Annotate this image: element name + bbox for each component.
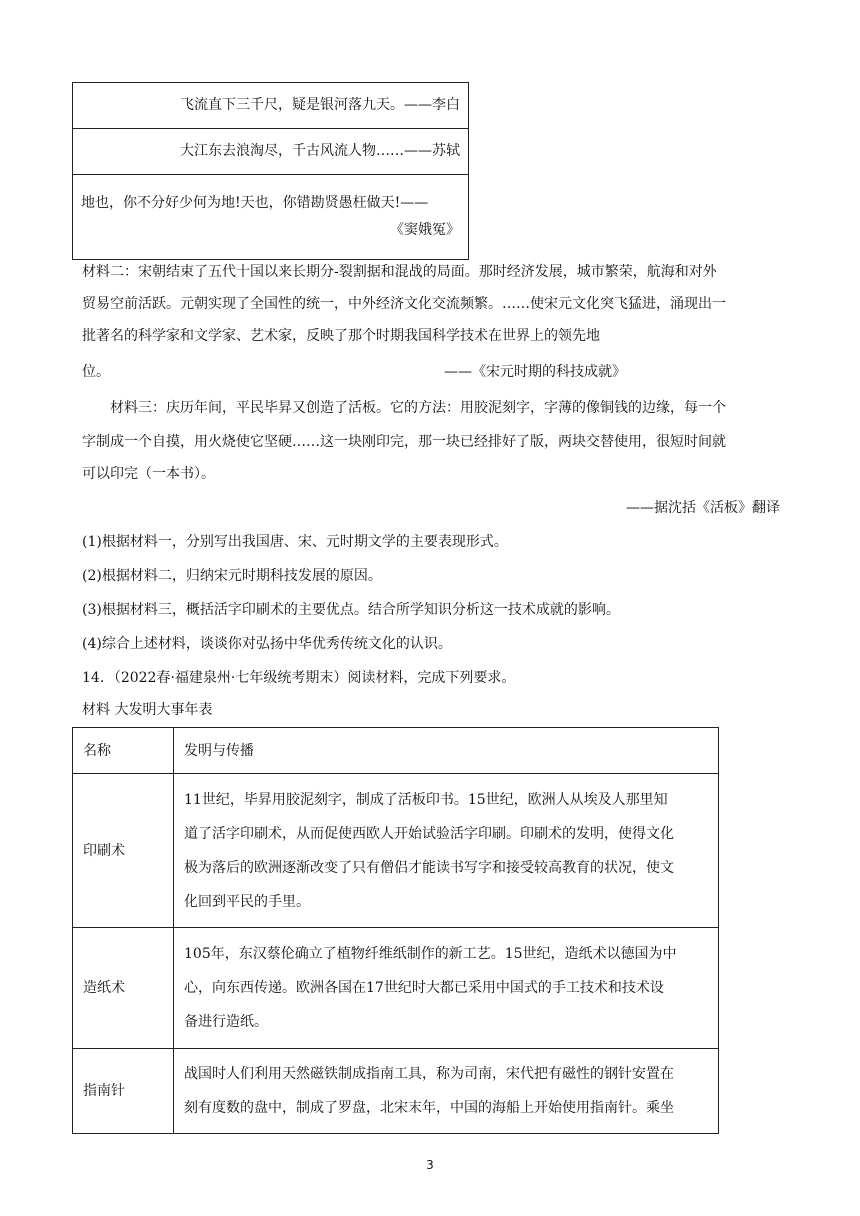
material2-line2: 贸易空前活跃。元朝实现了全国性的统一，中外经济文化交流频繁。……使宋元文化突飞猛进，涌现出一 <box>82 296 726 312</box>
material3-line3: 可以印完（一本书）。 <box>82 466 215 482</box>
poem-cell-li-bai: 飞流直下三千尺，疑是银河落九天。——李白 <box>73 83 469 129</box>
material2-line3: 批著名的科学家和文学家、艺术家，反映了那个时期我国科学技术在世界上的领先地 <box>82 328 600 344</box>
content-line: 刻有度数的盘中，制成了罗盘，北宋末年，中国的海船上开始使用指南针。乘坐 <box>184 1100 674 1116</box>
content-line: 备进行造纸。 <box>184 1014 268 1030</box>
row-name-compass: 指南针 <box>73 1049 174 1134</box>
material2-source: ——《宋元时期的科技成就》 <box>444 364 626 380</box>
content-line: 心，向东西传递。欧洲各国在17世纪时大都已采用中国式的手工技术和技术设 <box>184 980 664 996</box>
poem-cell-su-shi: 大江东去浪淘尽，千古风流人物……——苏轼 <box>73 129 469 175</box>
question-14-material-title: 材料 大发明大事年表 <box>82 702 213 718</box>
content-line: 极为落后的欧洲逐渐改变了只有僧侣才能读书写字和接受较高教育的状况，使文 <box>184 859 674 876</box>
question-3: (3)根据材料三，概括活字印刷术的主要优点。结合所学知识分析这一技术成就的影响。 <box>82 602 620 618</box>
page-number: 3 <box>426 1158 434 1172</box>
material2-line4: 位。 <box>82 364 110 380</box>
question-2: (2)根据材料二，归纳宋元时期科技发展的原因。 <box>82 568 382 584</box>
table-row <box>73 928 719 1049</box>
poem-cell-dou-e <box>73 175 469 260</box>
material3-line1: 材料三：庆历年间，平民毕昇又创造了活板。它的方法：用胶泥刻字，字薄的像铜钱的边缘，每一个 <box>110 400 726 416</box>
row-name-printing: 印刷术 <box>73 774 174 928</box>
inventions-table <box>72 727 719 1134</box>
content-line: 道了活字印刷术，从而促使西欧人开始试验活字印刷。印刷术的发明，使得文化 <box>184 825 674 842</box>
poem-table <box>72 82 469 260</box>
row-content-paper <box>174 928 719 1049</box>
material3-line2: 字制成一个自摸，用火烧使它坚硬……这一块刚印完，那一块已经排好了版，两块交替使用，很短时间就 <box>82 434 726 450</box>
header-name: 名称 <box>73 728 174 774</box>
content-line: 105年，东汉蔡伦确立了植物纤维纸制作的新工艺。15世纪，造纸术以德国为中 <box>184 946 677 962</box>
table-row <box>73 1049 719 1134</box>
poem-cell-dou-e-text: 地也，你不分好少何为地!天也，你错勘贤愚枉做天!—— <box>81 195 429 212</box>
table-row <box>73 774 719 928</box>
content-line: 化回到平民的手里。 <box>184 893 310 910</box>
question-14-stem: 14．（2022春·福建泉州·七年级统考期末）阅读材料，完成下列要求。 <box>82 670 516 686</box>
content-line: 战国时人们利用天然磁铁制成指南工具，称为司南，宋代把有磁性的钢针安置在 <box>184 1066 674 1082</box>
row-name-paper: 造纸术 <box>73 928 174 1049</box>
question-1: (1)根据材料一，分别写出我国唐、宋、元时期文学的主要表现形式。 <box>82 534 508 550</box>
material2-line1: 材料二：宋朝结束了五代十国以来长期分-裂割据和混战的局面。那时经济发展，城市繁荣，航海和对外 <box>82 264 717 280</box>
content-line: 11世纪，毕昇用胶泥刻字，制成了活板印书。15世纪，欧洲人从埃及人那里知 <box>184 791 668 808</box>
header-content: 发明与传播 <box>174 728 719 774</box>
row-content-compass <box>174 1049 719 1134</box>
question-4: (4)综合上述材料，谈谈你对弘扬中华优秀传统文化的认识。 <box>82 636 452 652</box>
poem-cell-dou-e-source: 《窦娥冤》 <box>390 222 460 238</box>
material3-source: ——据沈括《活板》翻译 <box>626 500 780 516</box>
row-content-printing <box>174 774 719 928</box>
